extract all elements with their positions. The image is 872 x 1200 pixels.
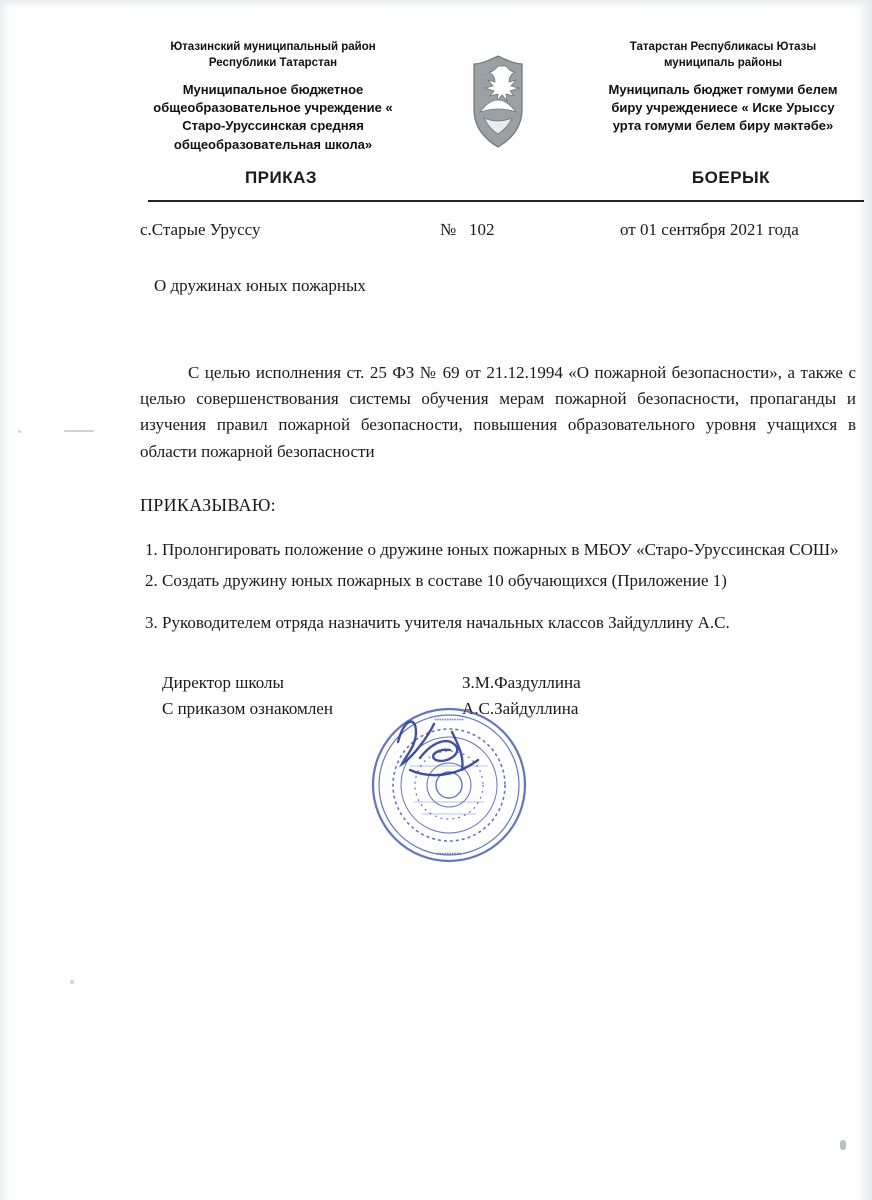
list-item: 1. Пролонгировать положение о дружине юных пожарных в МБОУ «Старо-Уруссинская СОШ» (162, 538, 872, 563)
scan-edge-left (0, 0, 10, 1200)
document-number (440, 220, 620, 240)
header-left-subtitle: Ютазинский муниципальный район Республики Татарстан (170, 41, 376, 69)
document-subject: О дружинах юных пожарных (154, 275, 366, 295)
list-item: 2. Создать дружину юных пожарных в составе 10 обучающихся (Приложение 1) (162, 569, 872, 594)
order-items-list (140, 538, 872, 636)
signature-row (162, 670, 802, 696)
scan-speck (840, 1140, 846, 1150)
document-place: с.Старые Уруссу (140, 219, 261, 239)
document-number-value: 102 (468, 219, 495, 239)
order-word-tatar: БОЕРЫК (691, 167, 771, 187)
document-content (140, 40, 856, 721)
signature-label: Директор школы (162, 673, 284, 693)
handwritten-signature (390, 712, 500, 792)
header-right-block (598, 40, 848, 136)
scan-edge-top (0, 0, 872, 8)
signature-name: З.М.Фаздуллина (462, 673, 581, 693)
header-divider (148, 200, 864, 202)
scan-speck (70, 980, 74, 984)
header-right-title: Муниципаль бюджет гомуми белем биру учреждениесе « Иске Урыссу урта гомуми белем биру мәктәбе» (608, 82, 838, 134)
document-header (148, 40, 848, 202)
header-right-subtitle: Татарстан Республикасы Ютазы муниципаль районы (629, 41, 817, 69)
scan-speck (64, 430, 94, 432)
svg-text:••••••••••: •••••••••• (436, 851, 462, 858)
document-date: от 01 сентября 2021 года (620, 219, 799, 239)
header-left-title: Муниципальное бюджетное общеобразовательное учреждение « Старо-Уруссинская средняя общеобразовательная школа» (153, 82, 393, 152)
document-preamble: С целью исполнения ст. 25 ФЗ № 69 от 21.12.1994 «О пожарной безопасности», а также с целью совершенствования системы обучения мерам пожарной безопасности, пропаганды и изучения правил пожарной безопасности, повышения образовательного уровня учащихся в области пожарной безопасности (140, 362, 856, 461)
signature-name: А.С.Зайдуллина (462, 698, 579, 718)
scan-speck (18, 430, 21, 433)
header-left-block (148, 40, 398, 154)
signature-block (162, 670, 802, 721)
coat-of-arms-emblem-icon (466, 54, 530, 150)
official-round-stamp (370, 706, 528, 864)
signature-label: С приказом ознакомлен (162, 698, 333, 718)
order-verb: ПРИКАЗЫВАЮ: (140, 495, 276, 516)
signature-row (162, 696, 802, 722)
list-item: 3. Руководителем отряда назначить учителя начальных классов Зайдуллину А.С. (162, 611, 872, 636)
svg-text:••••••••••••: •••••••••••• (434, 717, 464, 724)
order-word-row (156, 168, 856, 188)
order-word-russian: ПРИКАЗ (244, 167, 318, 187)
document-number-label: № (440, 219, 457, 239)
document-meta-row (140, 220, 856, 240)
